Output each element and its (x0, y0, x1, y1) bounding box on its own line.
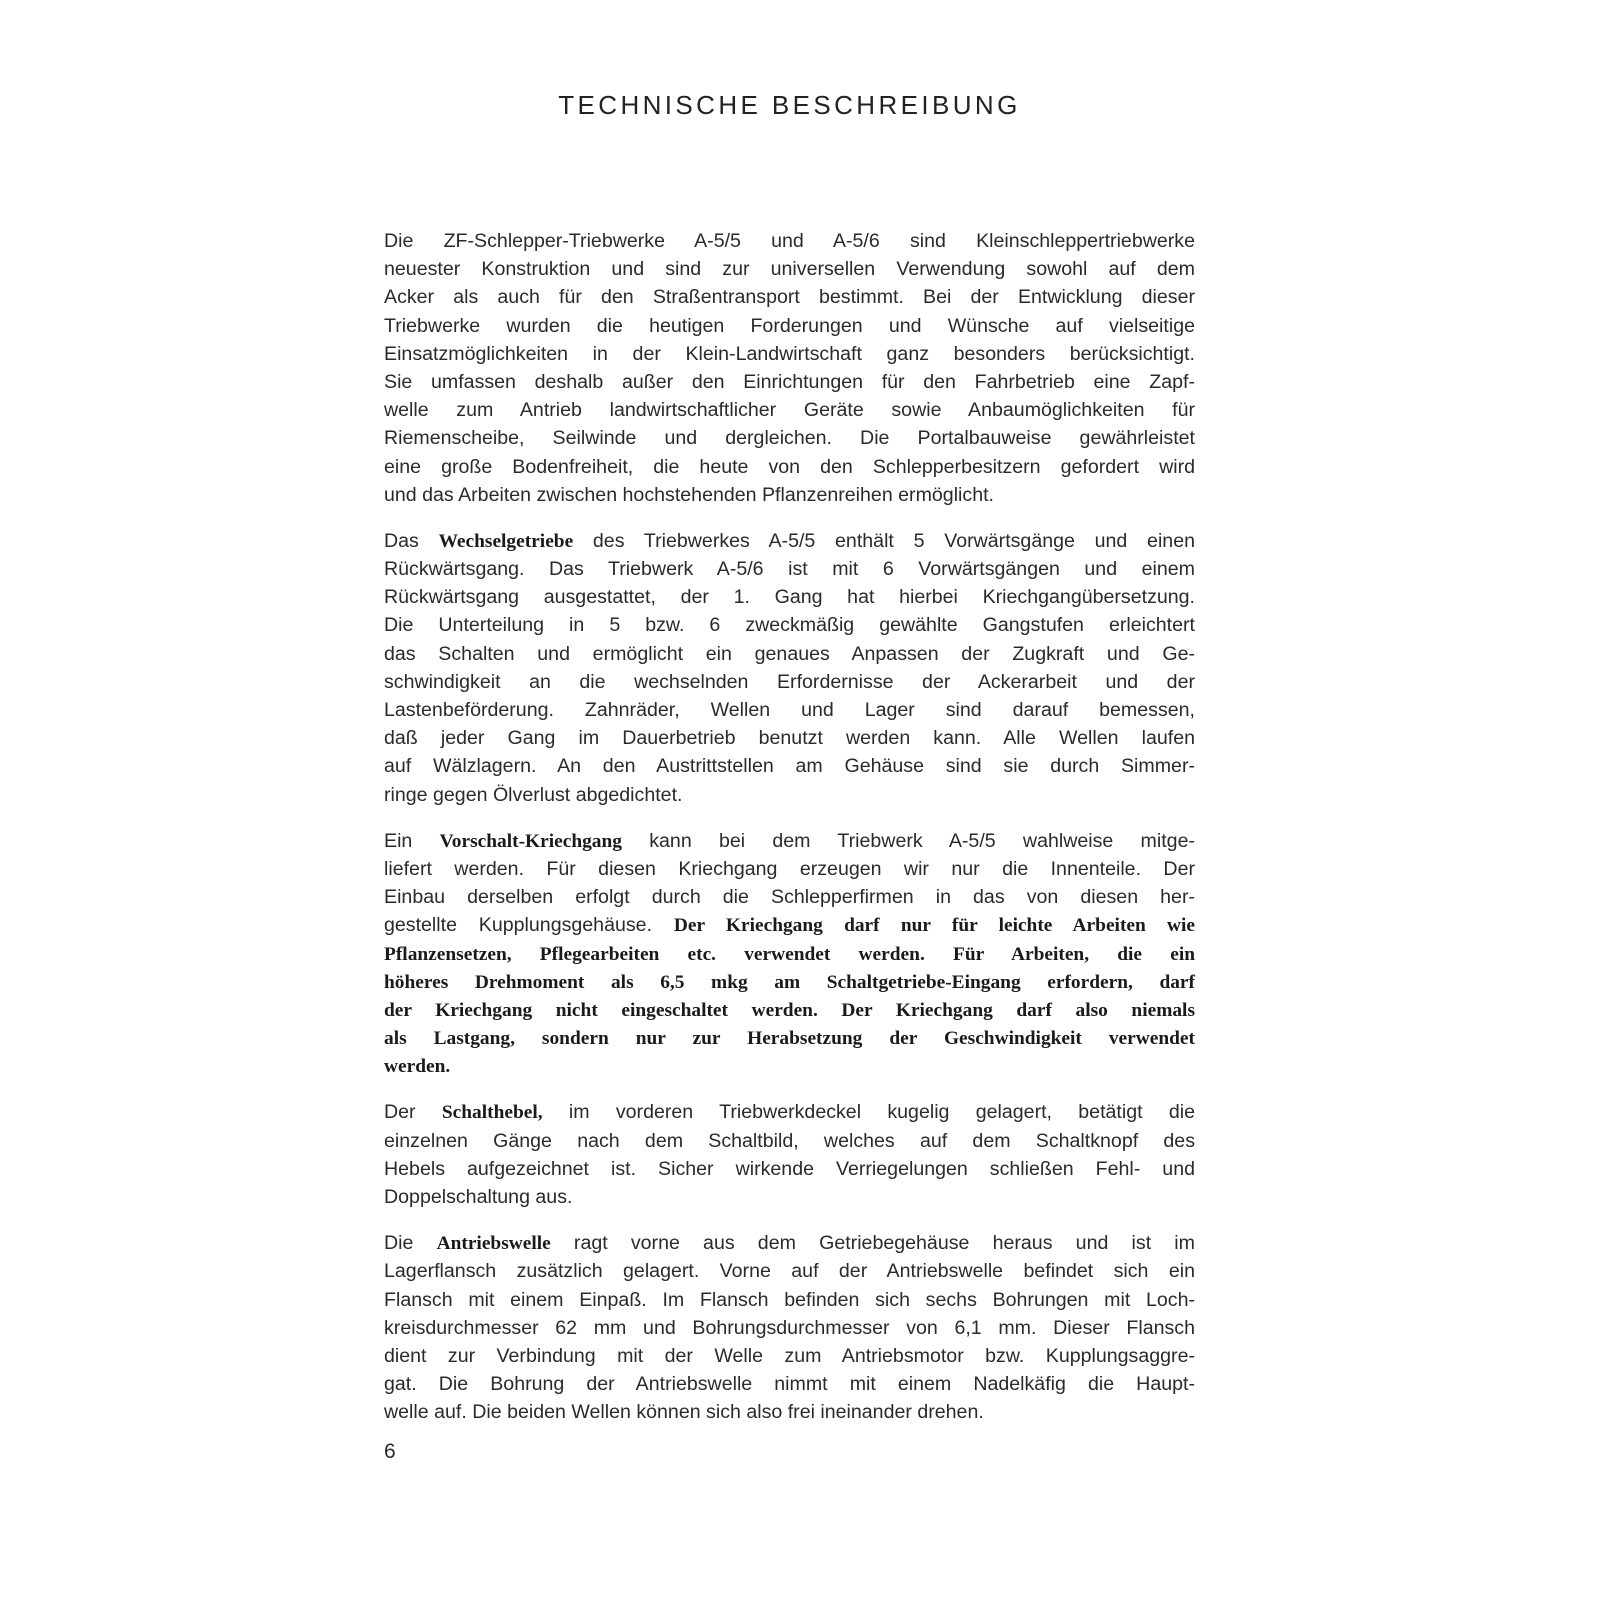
text-run: das Schalten und ermöglicht ein genaues Anpassen der Zugkraft und Ge- (384, 642, 1195, 665)
text-line (384, 1342, 1195, 1370)
text-line (384, 1052, 1195, 1080)
text-line (384, 752, 1195, 780)
text-run: Die (384, 1232, 437, 1255)
text-line (384, 255, 1195, 283)
text-line (384, 827, 1195, 855)
text-run: Die Unterteilung in 5 bzw. 6 zweckmäßig gewählte Gangstufen erleichtert (384, 614, 1195, 637)
text-run: ragt vorne aus dem Getriebegehäuse heraus und ist im (550, 1232, 1195, 1255)
text-run: Riemenscheibe, Seilwinde und dergleichen. Die Portalbauweise gewährleistet (384, 427, 1195, 450)
text-line (384, 883, 1195, 911)
text-run: Rückwärtsgang. Das Triebwerk A-5/6 ist mit 6 Vorwärtsgängen und einem (384, 558, 1195, 581)
text-line (384, 1257, 1195, 1285)
text-run: Das (384, 529, 439, 552)
paragraph (384, 527, 1195, 809)
text-line (384, 1024, 1195, 1052)
text-line (384, 340, 1195, 368)
text-run: Flansch mit einem Einpaß. Im Flansch befinden sich sechs Bohrungen mit Loch- (384, 1288, 1195, 1311)
text-run: Ein (384, 829, 440, 852)
text-line (384, 668, 1195, 696)
text-run: Einbau derselben erfolgt durch die Schlepperfirmen in das von diesen her- (384, 886, 1195, 909)
text-run: ringe gegen Ölverlust abgedichtet. (384, 783, 683, 806)
text-run: gestellte Kupplungsgehäuse. (384, 914, 674, 937)
text-line (384, 312, 1195, 340)
bold-text-run: höheres Drehmoment als 6,5 mkg am Schaltgetriebe-Eingang erfordern, darf (384, 971, 1195, 993)
text-line (384, 481, 1195, 509)
text-run: auf Wälzlagern. An den Austrittstellen am Gehäuse sind sie durch Simmer- (384, 755, 1195, 778)
text-run: Die ZF-Schlepper-Triebwerke A-5/5 und A-5/6 sind Kleinschleppertriebwerke (384, 230, 1195, 252)
bold-text-run: Schalthebel, (441, 1102, 543, 1124)
text-line (384, 968, 1195, 996)
text-line (384, 1229, 1195, 1257)
text-line (384, 453, 1195, 481)
text-run: kann bei dem Triebwerk A-5/5 wahlweise mitge- (621, 829, 1195, 852)
text-run: schwindigkeit an die wechselnden Erfordernisse der Ackerarbeit und der (384, 670, 1195, 693)
text-run: Lastenbeförderung. Zahnräder, Wellen und Lager sind darauf bemessen, (384, 699, 1195, 721)
text-run: im vorderen Triebwerkdeckel kugelig gelagert, betätigt die (542, 1101, 1195, 1124)
text-line (384, 424, 1195, 452)
paragraph (384, 1229, 1195, 1426)
bold-text-run: Vorschalt-Kriechgang (439, 830, 622, 852)
text-line (384, 1286, 1195, 1314)
document-body (384, 227, 1195, 1445)
text-line (384, 855, 1195, 883)
text-line (384, 283, 1195, 311)
bold-text-run: als Lastgang, sondern nur zur Herabsetzung der Geschwindigkeit verwendet (384, 1028, 1195, 1050)
text-run: eine große Bodenfreiheit, die heute von den Schlepperbesitzern gefordert wird (384, 455, 1195, 478)
text-line (384, 640, 1195, 668)
bold-text-run: Antriebswelle (436, 1233, 551, 1255)
text-line (384, 1314, 1195, 1342)
bold-text-run: Wechselgetriebe (438, 530, 574, 552)
text-line (384, 396, 1195, 424)
paragraph (384, 1098, 1195, 1211)
text-run: kreisdurchmesser 62 mm und Bohrungsdurchmesser von 6,1 mm. Dieser Flansch (384, 1316, 1195, 1339)
text-line (384, 555, 1195, 583)
text-line (384, 996, 1195, 1024)
text-run: einzelnen Gänge nach dem Schaltbild, welches auf dem Schaltknopf des (384, 1129, 1195, 1152)
bold-text-run: werden. (384, 1056, 451, 1078)
page-title: TECHNISCHE BESCHREIBUNG (558, 90, 1021, 120)
text-line (384, 696, 1195, 724)
text-line (384, 583, 1195, 611)
text-run: daß jeder Gang im Dauerbetrieb benutzt werden kann. Alle Wellen laufen (384, 727, 1195, 750)
text-run: Triebwerke wurden die heutigen Forderungen und Wünsche auf vielseitige (384, 314, 1195, 337)
page-number: 6 (384, 1440, 396, 1463)
text-line (384, 1398, 1195, 1426)
bold-text-run: Der Kriechgang darf nur für leichte Arbeiten wie (673, 915, 1195, 937)
text-run: gat. Die Bohrung der Antriebswelle nimmt mit einem Nadelkäfig die Haupt- (384, 1373, 1195, 1396)
text-run: liefert werden. Für diesen Kriechgang erzeugen wir nur die Innenteile. Der (384, 857, 1195, 880)
text-line (384, 781, 1195, 809)
text-run: Sie umfassen deshalb außer den Einrichtungen für den Fahrbetrieb eine Zapf- (384, 370, 1195, 393)
text-run: Hebels aufgezeichnet ist. Sicher wirkende Verriegelungen schließen Fehl- und (384, 1157, 1195, 1180)
text-run: Acker als auch für den Straßentransport bestimmt. Bei der Entwicklung dieser (384, 286, 1195, 309)
text-line (384, 911, 1195, 939)
text-line (384, 1370, 1195, 1398)
text-line (384, 227, 1195, 255)
text-run: welle auf. Die beiden Wellen können sich also frei ineinander drehen. (384, 1401, 984, 1424)
text-line (384, 1183, 1195, 1211)
text-line (384, 940, 1195, 968)
text-run: neuester Konstruktion und sind zur universellen Verwendung sowohl auf dem (384, 258, 1195, 281)
text-run: welle zum Antrieb landwirtschaftlicher Geräte sowie Anbaumöglichkeiten für (384, 399, 1195, 422)
paragraph (384, 227, 1195, 509)
text-run: Der (384, 1101, 442, 1124)
text-run: Rückwärtsgang ausgestattet, der 1. Gang hat hierbei Kriechgangübersetzung. (384, 586, 1195, 609)
text-line (384, 368, 1195, 396)
bold-text-run: der Kriechgang nicht eingeschaltet werden. Der Kriechgang darf also niemals (384, 999, 1195, 1021)
text-run: dient zur Verbindung mit der Welle zum Antriebsmotor bzw. Kupplungsaggre- (384, 1344, 1195, 1367)
text-line (384, 611, 1195, 639)
text-run: Einsatzmöglichkeiten in der Klein-Landwirtschaft ganz besonders berücksichtigt. (384, 342, 1195, 365)
text-line (384, 1155, 1195, 1183)
text-line (384, 1098, 1195, 1126)
text-line (384, 724, 1195, 752)
text-line (384, 527, 1195, 555)
text-run: und das Arbeiten zwischen hochstehenden Pflanzenreihen ermöglicht. (384, 483, 994, 506)
text-line (384, 1127, 1195, 1155)
text-run: des Triebwerkes A-5/5 enthält 5 Vorwärtsgänge und einen (573, 529, 1195, 552)
bold-text-run: Pflanzensetzen, Pflegearbeiten etc. verwendet werden. Für Arbeiten, die ein (384, 943, 1195, 965)
paragraph (384, 827, 1195, 1081)
text-run: Doppelschaltung aus. (384, 1186, 573, 1208)
text-run: Lagerflansch zusätzlich gelagert. Vorne auf der Antriebswelle befindet sich ein (384, 1260, 1195, 1283)
